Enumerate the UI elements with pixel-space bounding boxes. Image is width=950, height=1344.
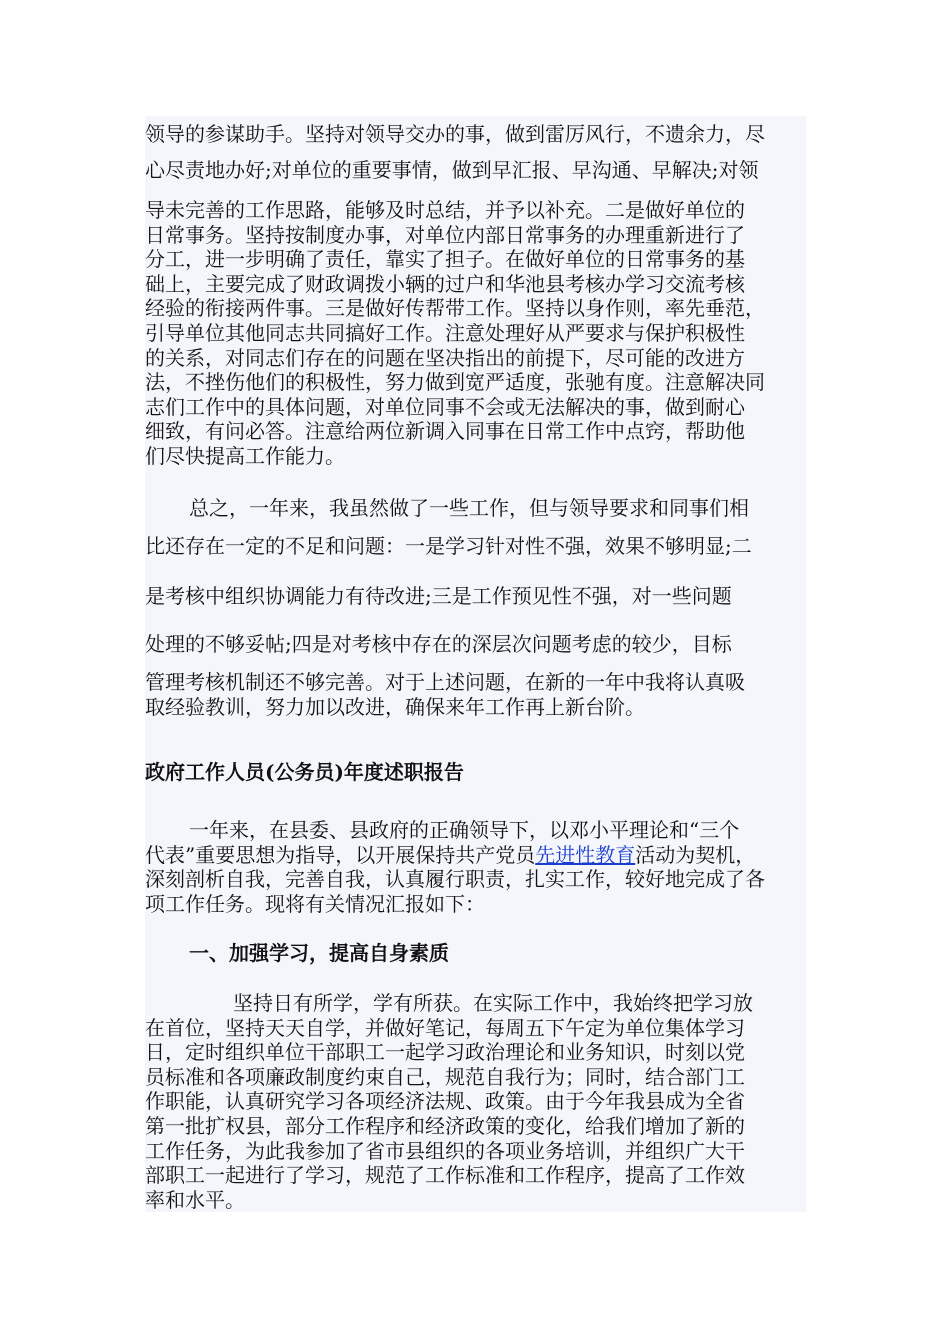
line-text: 活动为契机，: [635, 842, 756, 867]
paragraph-line: 总之，一年来，我虽然做了一些工作，但与领导要求和同事们相: [189, 496, 749, 520]
paragraph-4: [145, 991, 806, 1212]
paragraph-line: 引导单位其他同志共同搞好工作。注意处理好从严要求与保护积极性: [145, 320, 745, 345]
paragraph-line: 取经验教训，努力加以改进，确保来年工作再上新台阶。: [145, 694, 645, 719]
paragraph-line: 处理的不够妥帖;四是对考核中存在的深层次问题考虑的较少，目标: [145, 632, 732, 656]
paragraph-line: 坚持日有所学，学有所获。在实际工作中，我始终把学习放: [233, 991, 753, 1015]
section-heading: 一、加强学习，提高自身素质: [189, 941, 449, 965]
paragraph-line: 们尽快提高工作能力。: [145, 443, 345, 468]
paragraph-line: [145, 843, 806, 868]
paragraph-line: 经验的衔接两件事。三是做好传帮带工作。坚持以身作则，率先垂范，: [145, 296, 765, 321]
paragraph-line: 部职工一起进行了学习，规范了工作标准和工作程序，提高了工作效: [145, 1163, 745, 1188]
paragraph-line: 是考核中组织协调能力有待改进;三是工作预见性不强，对一些问题: [145, 584, 732, 608]
paragraph-line: 管理考核机制还不够完善。对于上述问题，在新的一年中我将认真吸: [145, 670, 745, 694]
paragraph-line: 率和水平。: [145, 1187, 245, 1212]
paragraph-line: 分工，进一步明确了责任，靠实了担子。在做好单位的日常事务的基: [145, 247, 745, 272]
paragraph-3: [145, 818, 806, 916]
paragraph-line: 导未完善的工作思路，能够及时总结，并予以补充。二是做好单位的: [145, 198, 745, 222]
paragraph-line: 志们工作中的具体问题，对单位同事不会或无法解决的事，做到耐心: [145, 394, 745, 419]
paragraph-line: 础上，主要完成了财政调拨小辆的过户和华池县考核办学习交流考核: [145, 271, 745, 296]
paragraph-line: 细致，有问必答。注意给两位新调入同事在日常工作中点窍，帮助他: [145, 419, 745, 444]
paragraph-1: [145, 122, 806, 469]
paragraph-line: 工作任务，为此我参加了省市县组织的各项业务培训，并组织广大干: [145, 1138, 745, 1163]
paragraph-line: 比还存在一定的不足和问题：一是学习针对性不强，效果不够明显;二: [145, 534, 752, 558]
paragraph-line: 日，定时组织单位干部职工一起学习政治理论和业务知识，时刻以党: [145, 1040, 745, 1065]
advanced-education-link[interactable]: 先进性教育: [535, 842, 636, 867]
paragraph-line: 心尽责地办好;对单位的重要事情，做到早汇报、早沟通、早解决;对领: [145, 158, 759, 182]
paragraph-line: 深刻剖析自我，完善自我，认真履行职责，扎实工作，较好地完成了各: [145, 867, 765, 892]
paragraph-line: 作职能，认真研究学习各项经济法规、政策。由于今年我县成为全省: [145, 1089, 745, 1114]
report-title: 政府工作人员(公务员)年度述职报告: [145, 760, 464, 784]
paragraph-line: 在首位，坚持天天自学，并做好笔记，每周五下午定为单位集体学习: [145, 1015, 745, 1040]
paragraph-line: 员标准和各项廉政制度约束自己，规范自我行为；同时，结合部门工: [145, 1064, 745, 1089]
paragraph-line: 项工作任务。现将有关情况汇报如下：: [145, 891, 485, 916]
paragraph-line: 法，不挫伤他们的积极性，努力做到宽严适度，张驰有度。注意解决同: [145, 370, 765, 395]
paragraph-line: 的关系，对同志们存在的问题在坚决指出的前提下，尽可能的改进方: [145, 345, 745, 370]
paragraph-line: 领导的参谋助手。坚持对领导交办的事，做到雷厉风行，不遗余力，尽: [145, 122, 765, 146]
line-text: 代表”重要思想为指导，以开展保持共产党员: [145, 842, 536, 867]
paragraph-line: 第一批扩权县，部分工作程序和经济政策的变化，给我们增加了新的: [145, 1113, 745, 1138]
paragraph-2: [145, 496, 806, 719]
paragraph-line: 一年来，在县委、县政府的正确领导下，以邓小平理论和“三个: [189, 818, 740, 842]
paragraph-line: 日常事务。坚持按制度办事，对单位内部日常事务的办理重新进行了: [145, 222, 745, 247]
